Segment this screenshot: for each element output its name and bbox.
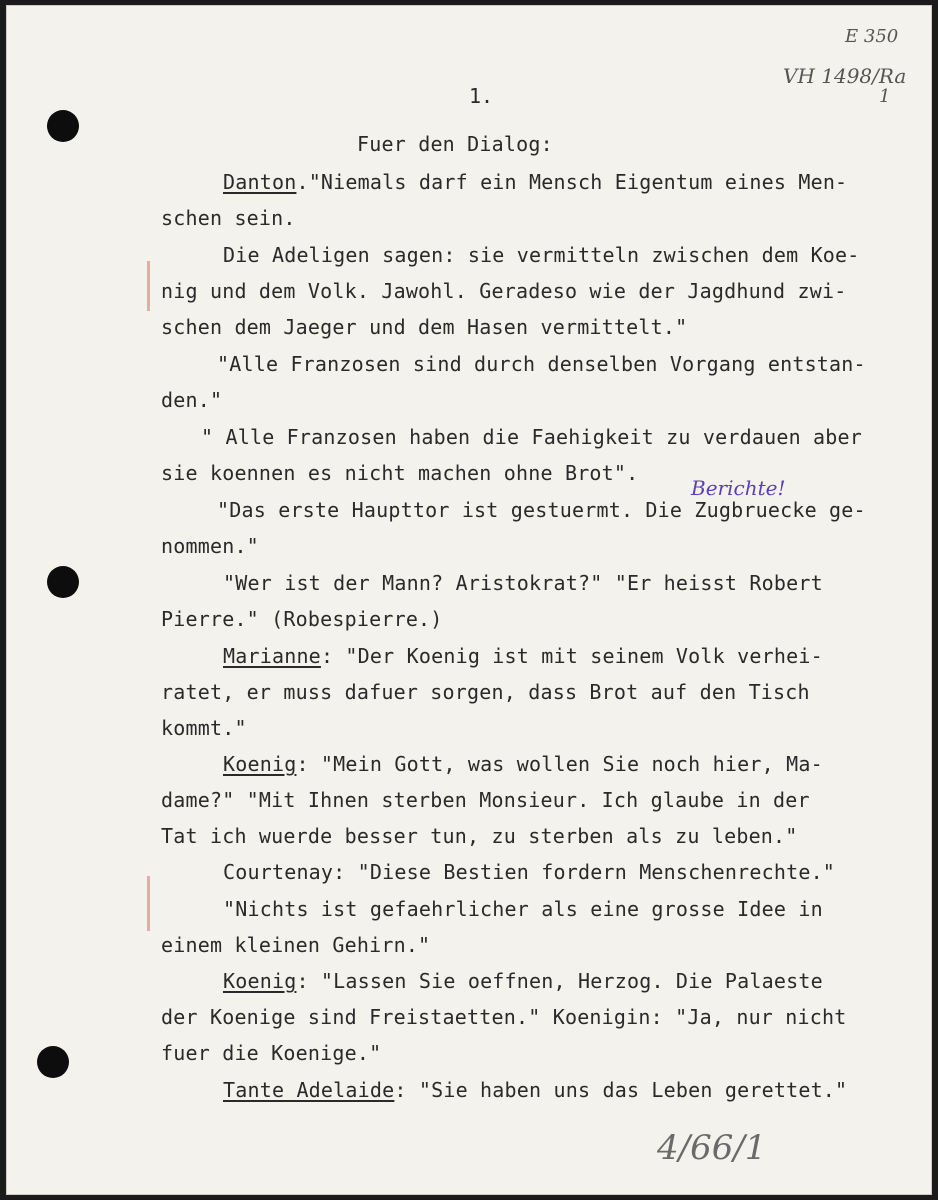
dialog-notes	[7, 6, 931, 1194]
speaker-name: Koenig	[223, 969, 297, 993]
text-line: einem kleinen Gehirn."	[161, 933, 431, 957]
document-page	[6, 5, 932, 1195]
text-line: schen dem Jaeger und dem Hasen vermittelt."	[161, 315, 688, 339]
speaker-name: Danton	[223, 170, 297, 194]
text-line: ratet, er muss dafuer sorgen, dass Brot auf den Tisch	[161, 680, 810, 704]
text-line: Marianne: "Der Koenig ist mit seinem Volk verhei-	[223, 644, 823, 668]
text-line: schen sein.	[161, 206, 296, 230]
text-line: Tante Adelaide: "Sie haben uns das Leben gerettet."	[223, 1078, 848, 1102]
speaker-name: Marianne	[223, 644, 321, 668]
text-line: Courtenay: "Diese Bestien fordern Menschenrechte."	[223, 860, 836, 884]
text-line: Pierre." (Robespierre.)	[161, 607, 443, 631]
text-line: "Alle Franzosen sind durch denselben Vorgang entstan-	[217, 352, 866, 376]
text-line: dame?" "Mit Ihnen sterben Monsieur. Ich glaube in der	[161, 788, 810, 812]
archive-code-annotation: E 350	[845, 26, 899, 47]
text-line: kommt."	[161, 716, 247, 740]
text-line: Tat ich wuerde besser tun, zu sterben als zu leben."	[161, 824, 798, 848]
text-line: nommen."	[161, 534, 259, 558]
text-line: "Das erste Haupttor ist gestuermt. Die Zugbruecke ge-	[217, 498, 866, 522]
page-reference-handwritten: 4/66/1	[657, 1128, 767, 1168]
text-line: Die Adeligen sagen: sie vermitteln zwischen dem Koe-	[223, 243, 860, 267]
text-line: Danton."Niemals darf ein Mensch Eigentum eines Men-	[223, 170, 848, 194]
text-line: fuer die Koenige."	[161, 1041, 382, 1065]
text-line: Koenig: "Lassen Sie oeffnen, Herzog. Die Palaeste	[223, 969, 823, 993]
page-number: 1.	[469, 84, 494, 108]
text-line: " Alle Franzosen haben die Faehigkeit zu verdauen aber	[201, 425, 863, 449]
speaker-name: Tante Adelaide	[223, 1078, 395, 1102]
margin-note-berichte: Berichte!	[691, 476, 786, 500]
text-line: "Nichts ist gefaehrlicher als eine grosse Idee in	[223, 897, 823, 921]
speaker-name: Koenig	[223, 752, 297, 776]
text-line: nig und dem Volk. Jawohl. Geradeso wie der Jagdhund zwi-	[161, 279, 847, 303]
text-line: sie koennen es nicht machen ohne Brot".	[161, 461, 639, 485]
text-line: den."	[161, 388, 223, 412]
text-line: "Wer ist der Mann? Aristokrat?" "Er heisst Robert	[223, 571, 823, 595]
archive-reference-annotation: VH 1498/Ra	[783, 64, 907, 88]
text-line: Koenig: "Mein Gott, was wollen Sie noch hier, Ma-	[223, 752, 823, 776]
page-heading: Fuer den Dialog:	[357, 132, 553, 156]
archive-subnumber-annotation: 1	[879, 86, 891, 107]
text-line: der Koenige sind Freistaetten." Koenigin: "Ja, nur nicht	[161, 1005, 847, 1029]
